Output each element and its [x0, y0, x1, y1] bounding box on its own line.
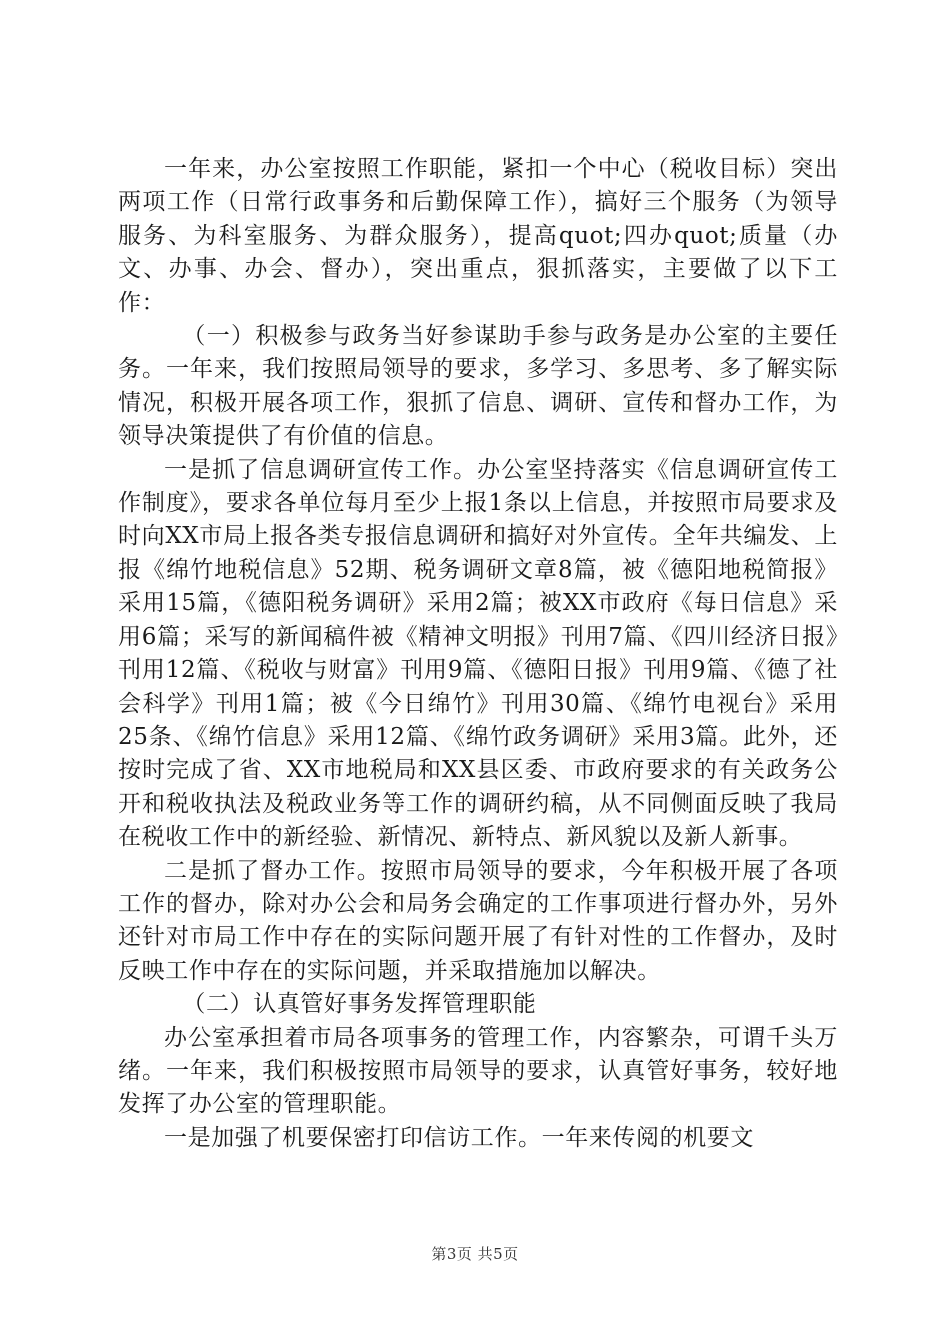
paragraph-supervision: 二是抓了督办工作。按照市局领导的要求，今年积极开展了各项工作的督办，除对办公会和局务会确定的工作事项进行督办外，另外还针对市局工作中存在的实际问题开展了有针对性的工作督办，及时反映工作中存在的实际问题，并采取措施加以解决。 — [118, 857, 838, 984]
paragraph-intro: 一年来，办公室按照工作职能，紧扣一个中心（税收目标）突出两项工作（日常行政事务和后勤保障工作），搞好三个服务（为领导服务、为科室服务、为群众服务），提高quot;四办quot;质量（办文、办事、办会、督办），突出重点，狠抓落实，主要做了以下工作： — [118, 156, 838, 316]
paragraph-confidential: 一是加强了机要保密打印信访工作。一年来传阅的机要文 — [164, 1124, 754, 1151]
page-number-footer: 第3页 共5页 — [431, 1245, 519, 1263]
document-body — [118, 153, 838, 1155]
paragraph-section-1: （一）积极参与政务当好参谋助手参与政务是办公室的主要任务。一年来，我们按照局领导的要求，多学习、多思考、多了解实际情况，积极开展各项工作，狠抓了信息、调研、宣传和督办工作，为领导决策提供了有价值的信息。 — [118, 323, 838, 450]
paragraph-management: 办公室承担着市局各项事务的管理工作，内容繁杂，可谓千头万绪。一年来，我们积极按照市局领导的要求，认真管好事务，较好地发挥了办公室的管理职能。 — [118, 1024, 838, 1118]
paragraph-info-research: 一是抓了信息调研宣传工作。办公室坚持落实《信息调研宣传工作制度》，要求各单位每月至少上报1条以上信息，并按照市局要求及时向XX市局上报各类专报信息调研和搞好对外宣传。全年共编发、上报《绵竹地税信息》52期、税务调研文章8篇，被《德阳地税简报》采用15篇，《德阳税务调研》采用2篇；被XX市政府《每日信息》采用6篇；采写的新闻稿件被《精神文明报》刊用7篇、《四川经济日报》刊用12篇、《税收与财富》刊用9篇、《德阳日报》刊用9篇、《德了社会科学》刊用1篇；被《今日绵竹》刊用30篇、《绵竹电视台》采用25条、《绵竹信息》采用12篇、《绵竹政务调研》采用3篇。此外，还按时完成了省、XX市地税局和XX县区委、市政府要求的有关政务公开和税收执法及税政业务等工作的调研约稿，从不同侧面反映了我局在税收工作中的新经验、新情况、新特点、新风貌以及新人新事。 — [118, 456, 838, 851]
section-heading-2: （二）认真管好事务发挥管理职能 — [182, 991, 537, 1018]
